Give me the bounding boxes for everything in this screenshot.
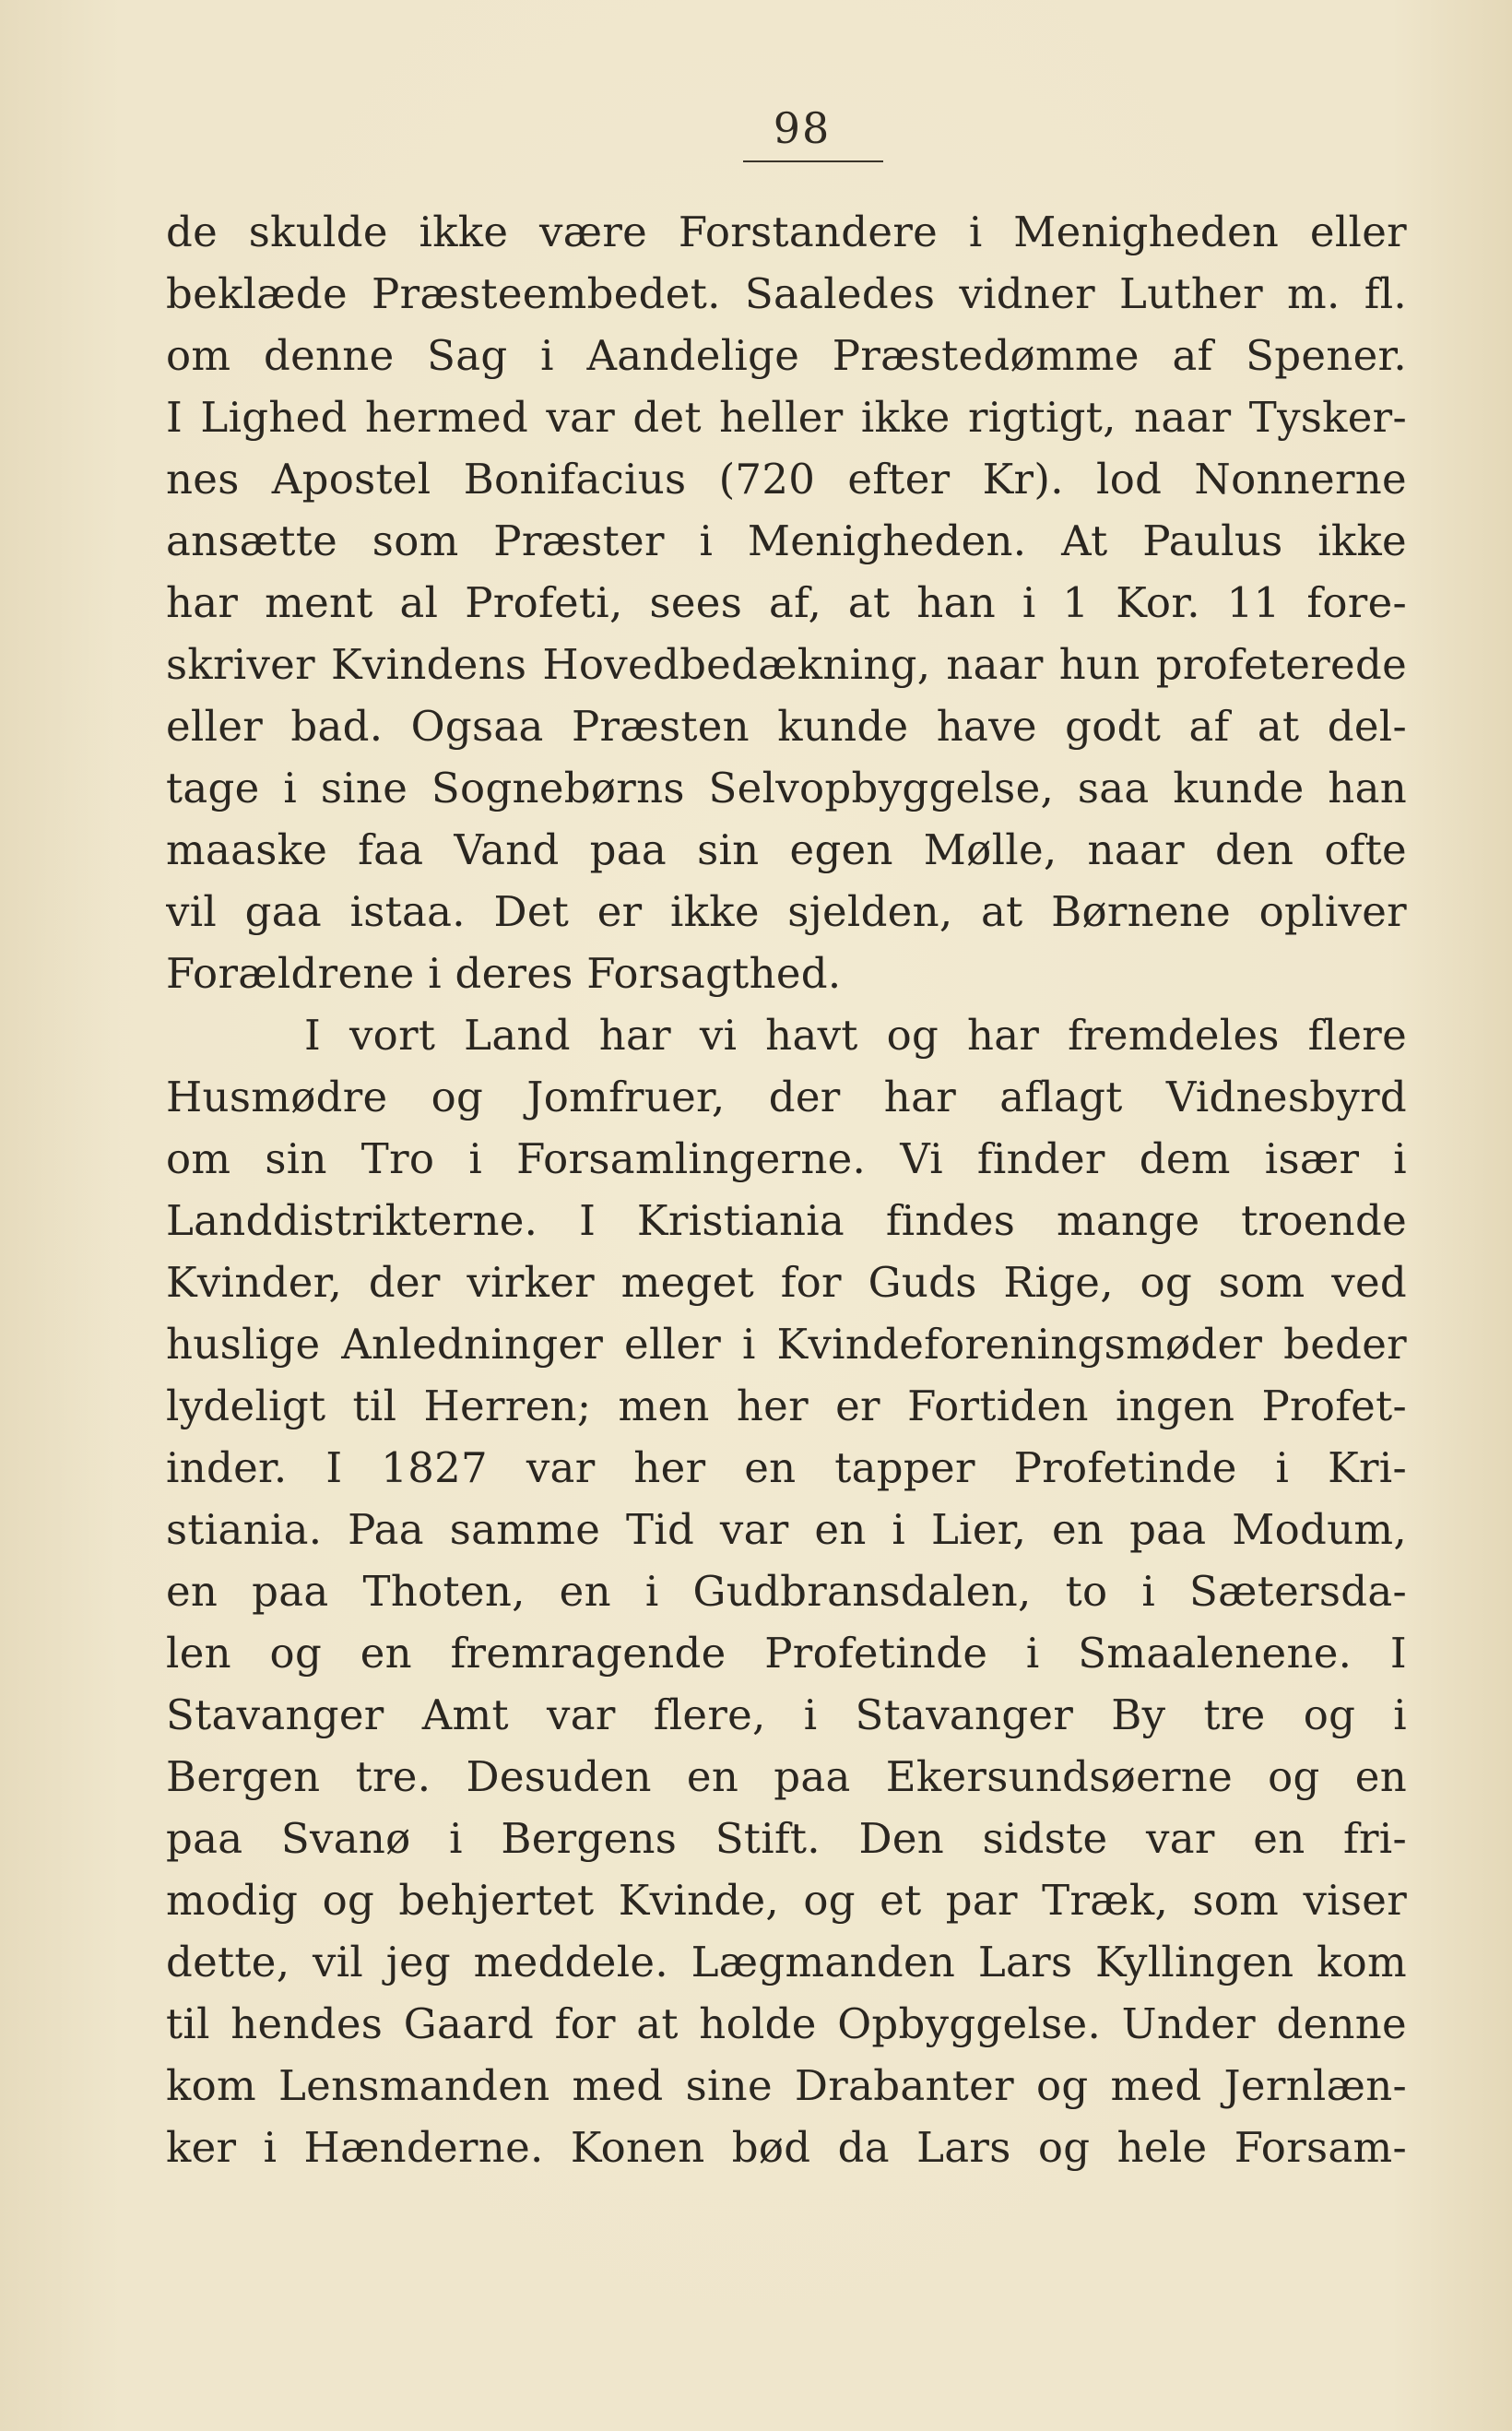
text-line: skriver Kvindens Hovedbedækning, naar hun profeterede bbox=[166, 640, 1407, 689]
text-line: nes Apostel Bonifacius (720 efter Kr). lod Nonnerne bbox=[166, 455, 1407, 504]
text-line: paa Svanø i Bergens Stift. Den sidste var en fri- bbox=[166, 1814, 1407, 1863]
text-line: stiania. Paa samme Tid var en i Lier, en paa Modum, bbox=[166, 1505, 1407, 1554]
text-line: I Lighed hermed var det heller ikke rigtigt, naar Tysker- bbox=[166, 393, 1407, 442]
text-line: har ment al Profeti, sees af, at han i 1 Kor. 11 fore- bbox=[166, 578, 1407, 627]
page-number: 98 bbox=[773, 103, 832, 153]
text-line: Stavanger Amt var flere, i Stavanger By tre og i bbox=[166, 1690, 1407, 1739]
text-line: modig og behjertet Kvinde, og et par Træk, som viser bbox=[166, 1876, 1407, 1925]
text-line: Bergen tre. Desuden en paa Ekersundsøerne og en bbox=[166, 1752, 1407, 1801]
text-line: til hendes Gaard for at holde Opbyggelse. Under denne bbox=[166, 1999, 1407, 2048]
text-line: maaske faa Vand paa sin egen Mølle, naar den ofte bbox=[166, 825, 1407, 874]
text-line: Kvinder, der virker meget for Guds Rige, og som ved bbox=[166, 1258, 1407, 1307]
text-line: huslige Anledninger eller i Kvindeforeningsmøder beder bbox=[166, 1320, 1407, 1369]
text-line: kom Lensmanden med sine Drabanter og med Jernlæn- bbox=[166, 2061, 1407, 2110]
body-text bbox=[166, 201, 1407, 2178]
text-line: beklæde Præsteembedet. Saaledes vidner Luther m. fl. bbox=[166, 269, 1407, 318]
text-line: en paa Thoten, en i Gudbransdalen, to i Sætersda- bbox=[166, 1567, 1407, 1616]
text-line: inder. I 1827 var her en tapper Profetinde i Kri- bbox=[166, 1443, 1407, 1492]
text-line: ker i Hænderne. Konen bød da Lars og hele Forsam- bbox=[166, 2123, 1407, 2172]
text-line: Landdistrikterne. I Kristiania findes mange troende bbox=[166, 1196, 1407, 1245]
text-line: lydeligt til Herren; men her er Fortiden ingen Profet- bbox=[166, 1382, 1407, 1430]
paragraph-2 bbox=[166, 1004, 1407, 2178]
text-line: I vort Land har vi havt og har fremdeles flere bbox=[304, 1011, 1407, 1060]
text-line: len og en fremragende Profetinde i Smaalenene. I bbox=[166, 1629, 1407, 1678]
text-line: eller bad. Ogsaa Præsten kunde have godt af at del- bbox=[166, 702, 1407, 751]
text-line: tage i sine Sognebørns Selvopbyggelse, saa kunde han bbox=[166, 764, 1407, 812]
text-line: om sin Tro i Forsamlingerne. Vi finder dem især i bbox=[166, 1134, 1407, 1183]
text-line: ansætte som Præster i Menigheden. At Paulus ikke bbox=[166, 516, 1407, 565]
text-line: om denne Sag i Aandelige Præstedømme af Spener. bbox=[166, 331, 1407, 380]
text-line: dette, vil jeg meddele. Lægmanden Lars Kyllingen kom bbox=[166, 1938, 1407, 1986]
text-line: vil gaa istaa. Det er ikke sjelden, at Børnene opliver bbox=[166, 887, 1407, 936]
text-line: de skulde ikke være Forstandere i Menigheden eller bbox=[166, 208, 1407, 256]
paragraph-1 bbox=[166, 201, 1407, 1004]
text-line: Forældrene i deres Forsagthed. bbox=[166, 949, 842, 998]
text-line: Husmødre og Jomfruer, der har aflagt Vidnesbyrd bbox=[166, 1073, 1407, 1121]
header-rule bbox=[743, 160, 883, 162]
